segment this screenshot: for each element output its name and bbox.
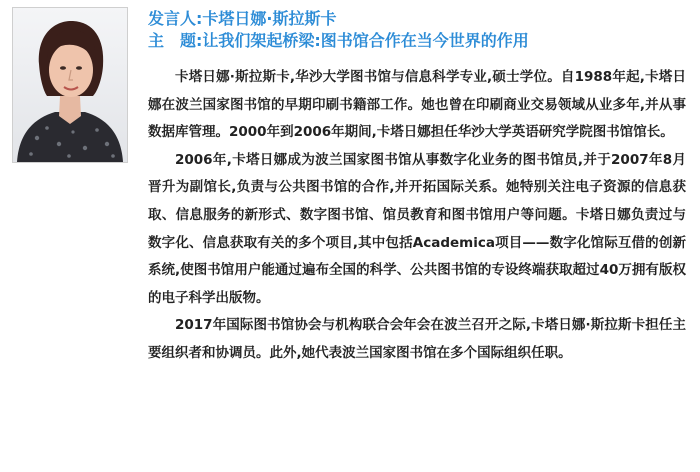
topic-label: 主 题: bbox=[148, 31, 203, 50]
topic-line bbox=[148, 30, 696, 52]
paragraph: 2017年国际图书馆协会与机构联合会年会在波兰召开之际,卡塔日娜·斯拉斯卡担任主要组织者和协调员。此外,她代表波兰国家图书馆在多个国际组织任职。 bbox=[148, 317, 686, 361]
paragraph: 卡塔日娜·斯拉斯卡,华沙大学图书馆与信息科学专业,硕士学位。自1988年起,卡塔日娜在波兰国家图书馆的早期印刷书籍部工作。她也曾在印刷商业交易领域从业多年,并从事数据库管理。2000年到2006年期间,卡塔日娜担任华沙大学英语研究学院图书馆馆长。 bbox=[148, 69, 686, 141]
speaker-name: 卡塔日娜·斯拉斯卡 bbox=[202, 9, 337, 28]
header bbox=[148, 8, 696, 52]
speaker-label: 发言人: bbox=[148, 9, 203, 28]
portrait-photo bbox=[12, 7, 128, 163]
portrait-icon bbox=[13, 8, 127, 162]
topic-title: 让我们架起桥梁:图书馆合作在当今世界的作用 bbox=[202, 31, 529, 50]
biography bbox=[148, 64, 686, 368]
paragraph: 2006年,卡塔日娜成为波兰国家图书馆从事数字化业务的图书馆员,并于2007年8月晋升为副馆长,负责与公共图书馆的合作,并开拓国际关系。她特别关注电子资源的信息获取、信息服务的新形式、数字图书馆、馆员教育和图书馆用户等问题。卡塔日娜负责过与数字化、信息获取有关的多个项目,其中包括Academica项目——数字化馆际互借的创新系统,使图书馆用户能通过遍布全国的科学、公共图书馆的专设终端获取超过40万拥有版权的电子科学出版物。 bbox=[148, 151, 686, 306]
speaker-line bbox=[148, 8, 696, 30]
